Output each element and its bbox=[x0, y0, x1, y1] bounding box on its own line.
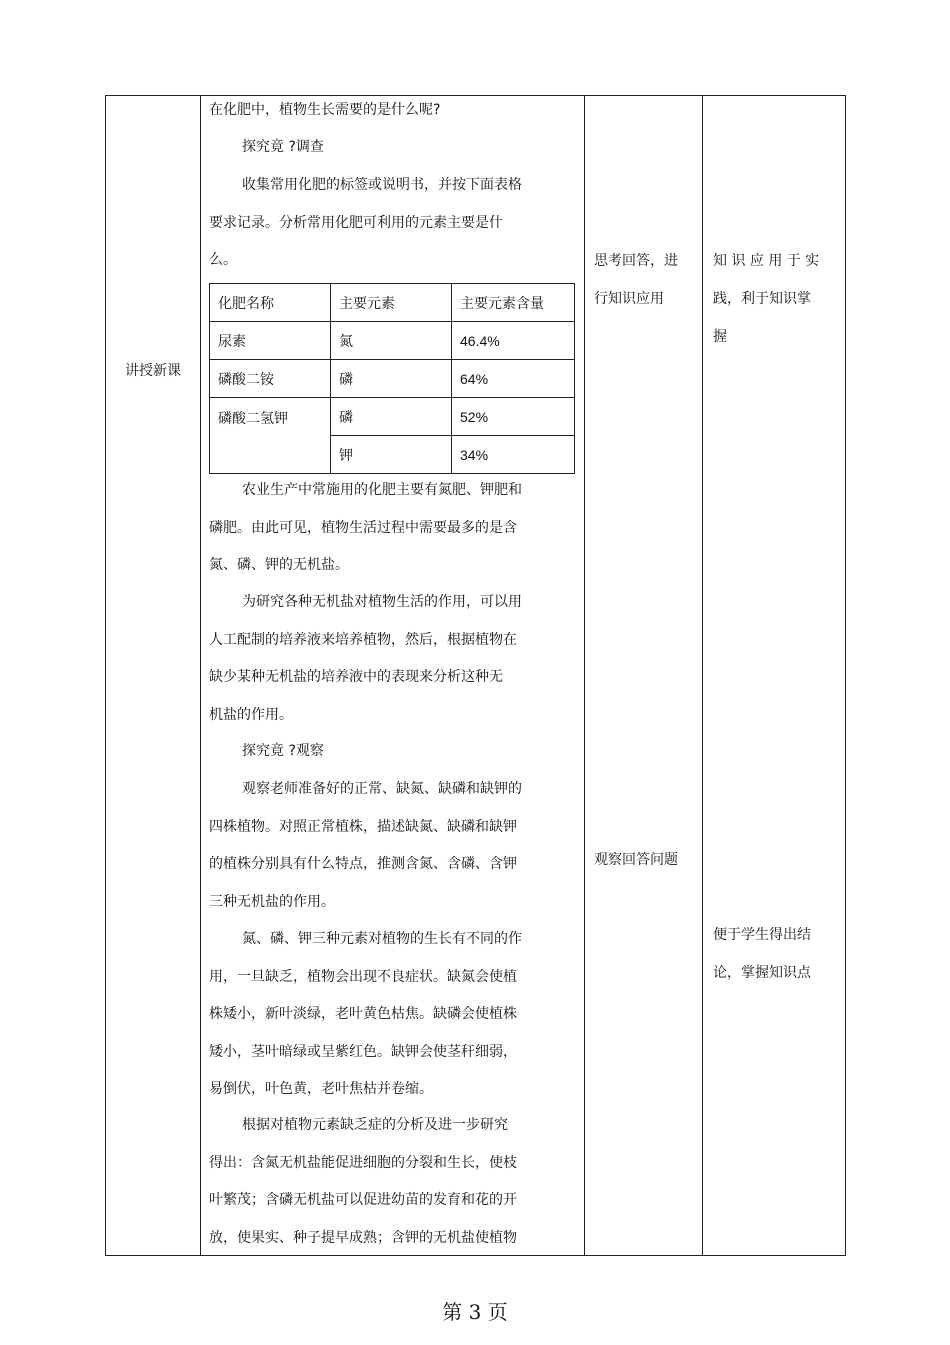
activity-heading-observe: 探究竟 ?观察 bbox=[242, 743, 324, 759]
stage-label: 讲授新课 bbox=[125, 363, 181, 379]
table-cell-content: 64% bbox=[452, 360, 575, 398]
table-cell-element: 磷 bbox=[331, 360, 452, 398]
table-cell-name: 磷酸二氢钾 bbox=[210, 398, 331, 474]
table-row bbox=[210, 398, 575, 436]
column-divider bbox=[702, 95, 703, 1256]
table-cell-content: 46.4% bbox=[452, 322, 575, 360]
column-divider bbox=[584, 95, 585, 1256]
observation-instructions: 观察老师准备好的正常、缺氮、缺磷和缺钾的 四株植物。对照正常植株，描述缺氮、缺磷和缺钾 的植株分别具有什么特点，推测含氮、含磷、含钾 三种无机盐的作用。 bbox=[209, 781, 522, 910]
table-cell-name: 尿素 bbox=[210, 322, 331, 360]
table-row bbox=[210, 322, 575, 360]
table-cell-content: 34% bbox=[452, 436, 575, 474]
design-intent-1: 知 识 应 用 于 实 践，利于知识掌 握 bbox=[713, 253, 820, 345]
fertilizer-conclusion: 农业生产中常施用的化肥主要有氮肥、钾肥和 磷肥。由此可见，植物生活过程中需要最多的是含 氮、磷、钾的无机盐。 bbox=[209, 482, 522, 573]
table-header-cell: 主要元素含量 bbox=[452, 284, 575, 322]
table-header-cell: 主要元素 bbox=[331, 284, 452, 322]
design-intent-2: 便于学生得出结 论，掌握知识点 bbox=[713, 927, 811, 981]
activity-heading-survey: 探究竟 ?调查 bbox=[242, 139, 324, 155]
question-line: 在化肥中，植物生长需要的是什么呢? bbox=[209, 102, 441, 118]
deficiency-symptoms-paragraph: 氮、磷、钾三种元素对植物的生长有不同的作 用，一旦缺乏，植物会出现不良症状。缺氮会使植 株矮小，新叶淡绿，老叶黄色枯焦。缺磷会使植株 矮小，茎叶暗绿或呈紫红色。缺钾会使茎秆细弱， 易倒伏，叶色黄，老叶焦枯并卷缩。 bbox=[209, 931, 522, 1097]
research-method-paragraph: 为研究各种无机盐对植物生活的作用，可以用 人工配制的培养液来培养植物，然后，根据植物在 缺少某种无机盐的培养液中的表现来分析这种无 机盐的作用。 bbox=[209, 594, 522, 723]
survey-instructions: 收集常用化肥的标签或说明书，并按下面表格 要求记录。分析常用化肥可利用的元素主要是什 么。 bbox=[209, 177, 522, 268]
table-cell-name: 磷酸二铵 bbox=[210, 360, 331, 398]
table-cell-content: 52% bbox=[452, 398, 575, 436]
table-cell-element: 氮 bbox=[331, 322, 452, 360]
page-number: 第 3 页 bbox=[442, 1300, 508, 1324]
fertilizer-table bbox=[209, 283, 575, 474]
nutrient-function-paragraph: 根据对植物元素缺乏症的分析及进一步研究 得出：含氮无机盐能促进细胞的分裂和生长，使枝 叶繁茂；含磷无机盐可以促进幼苗的发育和花的开 放，使果实、种子提早成熟；含钾的无机盐使植物 bbox=[209, 1117, 517, 1246]
table-header-cell: 化肥名称 bbox=[210, 284, 331, 322]
table-row bbox=[210, 360, 575, 398]
column-divider bbox=[200, 95, 201, 1256]
table-cell-element: 钾 bbox=[331, 436, 452, 474]
table-header-row bbox=[210, 284, 575, 322]
table-cell-element: 磷 bbox=[331, 398, 452, 436]
student-activity-2: 观察回答问题 bbox=[594, 852, 678, 868]
student-activity-1: 思考回答，进 行知识应用 bbox=[594, 253, 678, 307]
